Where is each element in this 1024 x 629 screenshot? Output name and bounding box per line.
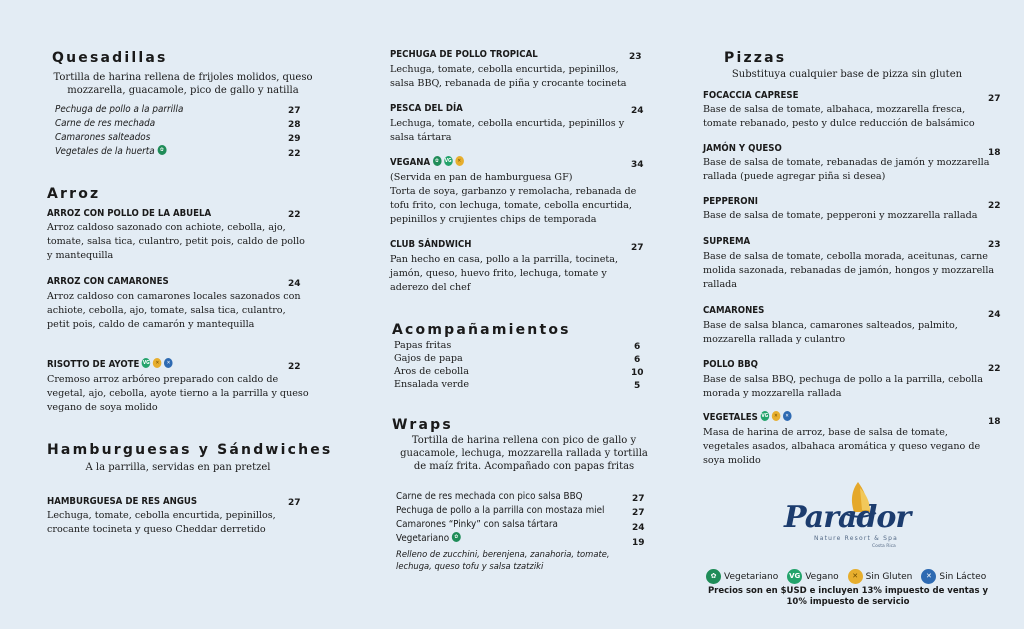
item-name: SUPREMA [703, 236, 751, 247]
item-name [390, 157, 464, 168]
section-title-wraps: Wraps [392, 417, 453, 433]
item-name-text: Vegetariano [396, 533, 450, 544]
item-price: 22 [988, 364, 1001, 374]
item-price: 27 [988, 94, 1001, 104]
item-description: Lechuga, tomate, cebolla encurtida, pepinillos, salsa BBQ, rebanada de piña y crocante tocineta [390, 64, 627, 89]
item-name-text: Vegetales de la huerta [55, 146, 155, 157]
item-description: Base de salsa de tomate, rebanadas de jamón y mozzarella rallada (puede agregar piña si desea) [703, 157, 990, 182]
item-name: CLUB SÁNDWICH [390, 239, 472, 250]
bottle-crossed-icon: ✕ [921, 569, 936, 584]
item-price: 18 [988, 148, 1001, 158]
item-name: PECHUGA DE POLLO TROPICAL [390, 49, 538, 60]
item-name: HAMBURGUESA DE RES ANGUS [47, 496, 198, 507]
item-price: 23 [988, 240, 1001, 250]
leaf-icon: ✿ [433, 156, 442, 166]
logo-tagline: Nature Resort & Spa [814, 535, 899, 542]
item-description: Base de salsa de tomate, pepperoni y mozzarella rallada [703, 210, 978, 221]
quesadilla-item-name: Pechuga de pollo a la parrilla [55, 104, 184, 115]
item-description: Arroz caldoso sazonado con achiote, cebolla, ajo, tomate, salsa tica, culantro, petit pois, caldo de pollo y mantequilla [47, 222, 305, 261]
item-price: 24 [288, 279, 301, 289]
item-price: 27 [288, 498, 301, 508]
leaf-icon: ✿ [157, 145, 166, 155]
item-description: Cremoso arroz arbóreo preparado con caldo de vegetal, ajo, cebolla, ayote tierno a la parrilla y queso vegano de soya molido [47, 374, 309, 413]
item-name: ARROZ CON POLLO DE LA ABUELA [47, 208, 212, 219]
wrap-item-name: Camarones “Pinky” con salsa tártara [396, 519, 558, 530]
item-price: 22 [288, 149, 301, 159]
item-name-text: VEGANA [390, 157, 431, 168]
section-title-quesadillas: Quesadillas [52, 50, 168, 66]
bottle-crossed-icon: ✕ [164, 358, 173, 368]
quesadilla-item-name: Carne de res mechada [55, 118, 156, 129]
item-price: 27 [632, 508, 645, 518]
section-title-acompanamientos: Acompañamientos [392, 322, 571, 338]
item-description: (Servida en pan de hamburguesa GF) Torta de soya, garbanzo y remolacha, rebanada de tofu frito, con lechuga, tomate, cebolla encurtida, pepinillos y crujientes chips de temporada [390, 172, 637, 225]
wheat-crossed-icon: ✕ [455, 156, 464, 166]
item-description: Lechuga, tomate, cebolla encurtida, pepinillos y salsa tártara [390, 118, 625, 143]
leaf-icon: ✿ [706, 569, 721, 584]
item-price: 19 [632, 538, 645, 548]
item-description: Base de salsa BBQ, pechuga de pollo a la parrilla, cebolla morada y mozzarella rallada [703, 374, 983, 399]
item-price: 29 [288, 134, 301, 144]
pizzas-intro: Substituya cualquier base de pizza sin gluten [731, 69, 963, 80]
item-name: CAMARONES [703, 305, 765, 316]
item-price: 24 [632, 523, 645, 533]
wheat-crossed-icon: ✕ [153, 358, 162, 368]
item-description: Base de salsa de tomate, albahaca, mozzarella fresca, tomate rebanado, pesto y dulce reducción de balsámico [703, 104, 975, 129]
item-price: 22 [288, 210, 301, 220]
item-name-text: VEGETALES [703, 412, 758, 423]
legend-label: Vegetariano [724, 571, 779, 582]
item-price: 6 [634, 342, 641, 352]
section-title-arroz: Arroz [47, 186, 101, 202]
item-description: Arroz caldoso con camarones locales sazonados con achiote, cebolla, ajo, tomate, salsa tica, culantro, petit pois, caldo de camarón y mantequilla [47, 291, 301, 330]
item-name: POLLO BBQ [703, 359, 758, 370]
section-title-hamburguesas: Hamburguesas y Sándwiches [47, 442, 333, 458]
bottle-crossed-icon: ✕ [783, 411, 792, 421]
item-name: PEPPERONI [703, 196, 758, 207]
item-price: 27 [288, 106, 301, 116]
wrap-item-name: Carne de res mechada con pico salsa BBQ [396, 491, 583, 502]
item-price: 5 [634, 381, 641, 391]
logo-country: Costa Rica [872, 544, 896, 549]
logo-wordmark: Parador [784, 500, 911, 535]
item-price: 24 [631, 106, 644, 116]
wraps-intro: Tortilla de harina rellena con pico de gallo y guacamole, lechuga, mozzarella rallada y tortilla de maíz frita. Acompañado con papas fritas [400, 435, 648, 472]
vg-icon: VG [761, 413, 769, 419]
hamburguesas-intro: A la parrilla, servidas en pan pretzel [85, 462, 271, 473]
item-name [703, 412, 791, 423]
item-price: 22 [988, 201, 1001, 211]
wrap-item-name [396, 533, 461, 544]
quesadillas-intro: Tortilla de harina rellena de frijoles molidos, queso mozzarella, guacamole, pico de gallo y natilla [53, 72, 313, 96]
vg-icon: VG [142, 360, 150, 366]
item-price: 23 [629, 52, 642, 62]
item-name [47, 359, 173, 370]
quesadilla-item-name: Camarones salteados [55, 132, 151, 143]
wrap-item-name: Pechuga de pollo a la parrilla con mostaza miel [396, 505, 605, 516]
item-price: 27 [632, 494, 645, 504]
item-price: 27 [631, 243, 644, 253]
item-name: JAMÓN Y QUESO [703, 143, 782, 154]
section-title-pizzas: Pizzas [724, 50, 787, 66]
vg-icon: VG [444, 158, 452, 164]
item-price: 18 [988, 417, 1001, 427]
item-description: Lechuga, tomate, cebolla encurtida, pepinillos, crocante tocineta y queso Cheddar derretido [47, 510, 276, 535]
quesadilla-item-name [55, 146, 166, 157]
item-price: 22 [288, 362, 301, 372]
vg-icon: VG [787, 569, 802, 584]
legend-label: Sin Lácteo [939, 571, 987, 582]
price-footnote: Precios son en $USD e incluyen 13% impuesto de ventas y 10% impuesto de servicio [707, 586, 989, 607]
item-price: 24 [988, 310, 1001, 320]
item-description: Base de salsa de tomate, cebolla morada, aceitunas, carne molida sazonada, rebanadas de jamón, hongos y mozzarella rallada [703, 251, 995, 290]
wheat-crossed-icon: ✕ [848, 569, 863, 584]
wheat-crossed-icon: ✕ [772, 411, 781, 421]
side-item-name: Papas fritas [394, 340, 452, 351]
parador-logo [778, 480, 928, 550]
legend-label: Vegano [805, 571, 839, 582]
side-item-name: Gajos de papa [394, 353, 463, 364]
wrap-note: Relleno de zucchini, berenjena, zanahoria, tomate, lechuga, queso tofu y salsa tzatziki [396, 549, 610, 571]
leaf-icon: ✿ [452, 532, 461, 542]
item-price: 6 [634, 355, 641, 365]
item-price: 10 [631, 368, 644, 378]
item-description: Base de salsa blanca, camarones salteados, palmito, mozzarella rallada y culantro [703, 320, 958, 345]
dietary-legend [706, 566, 995, 585]
item-name: FOCACCIA CAPRESE [703, 90, 799, 101]
item-name: PESCA DEL DÍA [390, 103, 463, 114]
item-price: 34 [631, 160, 644, 170]
item-name-text: RISOTTO DE AYOTE [47, 359, 140, 370]
item-description: Pan hecho en casa, pollo a la parrilla, tocineta, jamón, queso, huevo frito, lechuga, tomate y aderezo del chef [390, 254, 619, 293]
item-name: ARROZ CON CAMARONES [47, 276, 169, 287]
item-description: Masa de harina de arroz, base de salsa de tomate, vegetales asados, albahaca aromática y queso vegano de soya molido [703, 427, 981, 466]
side-item-name: Aros de cebolla [394, 366, 469, 377]
item-price: 28 [288, 120, 301, 130]
legend-label: Sin Gluten [865, 571, 913, 582]
side-item-name: Ensalada verde [394, 379, 470, 390]
